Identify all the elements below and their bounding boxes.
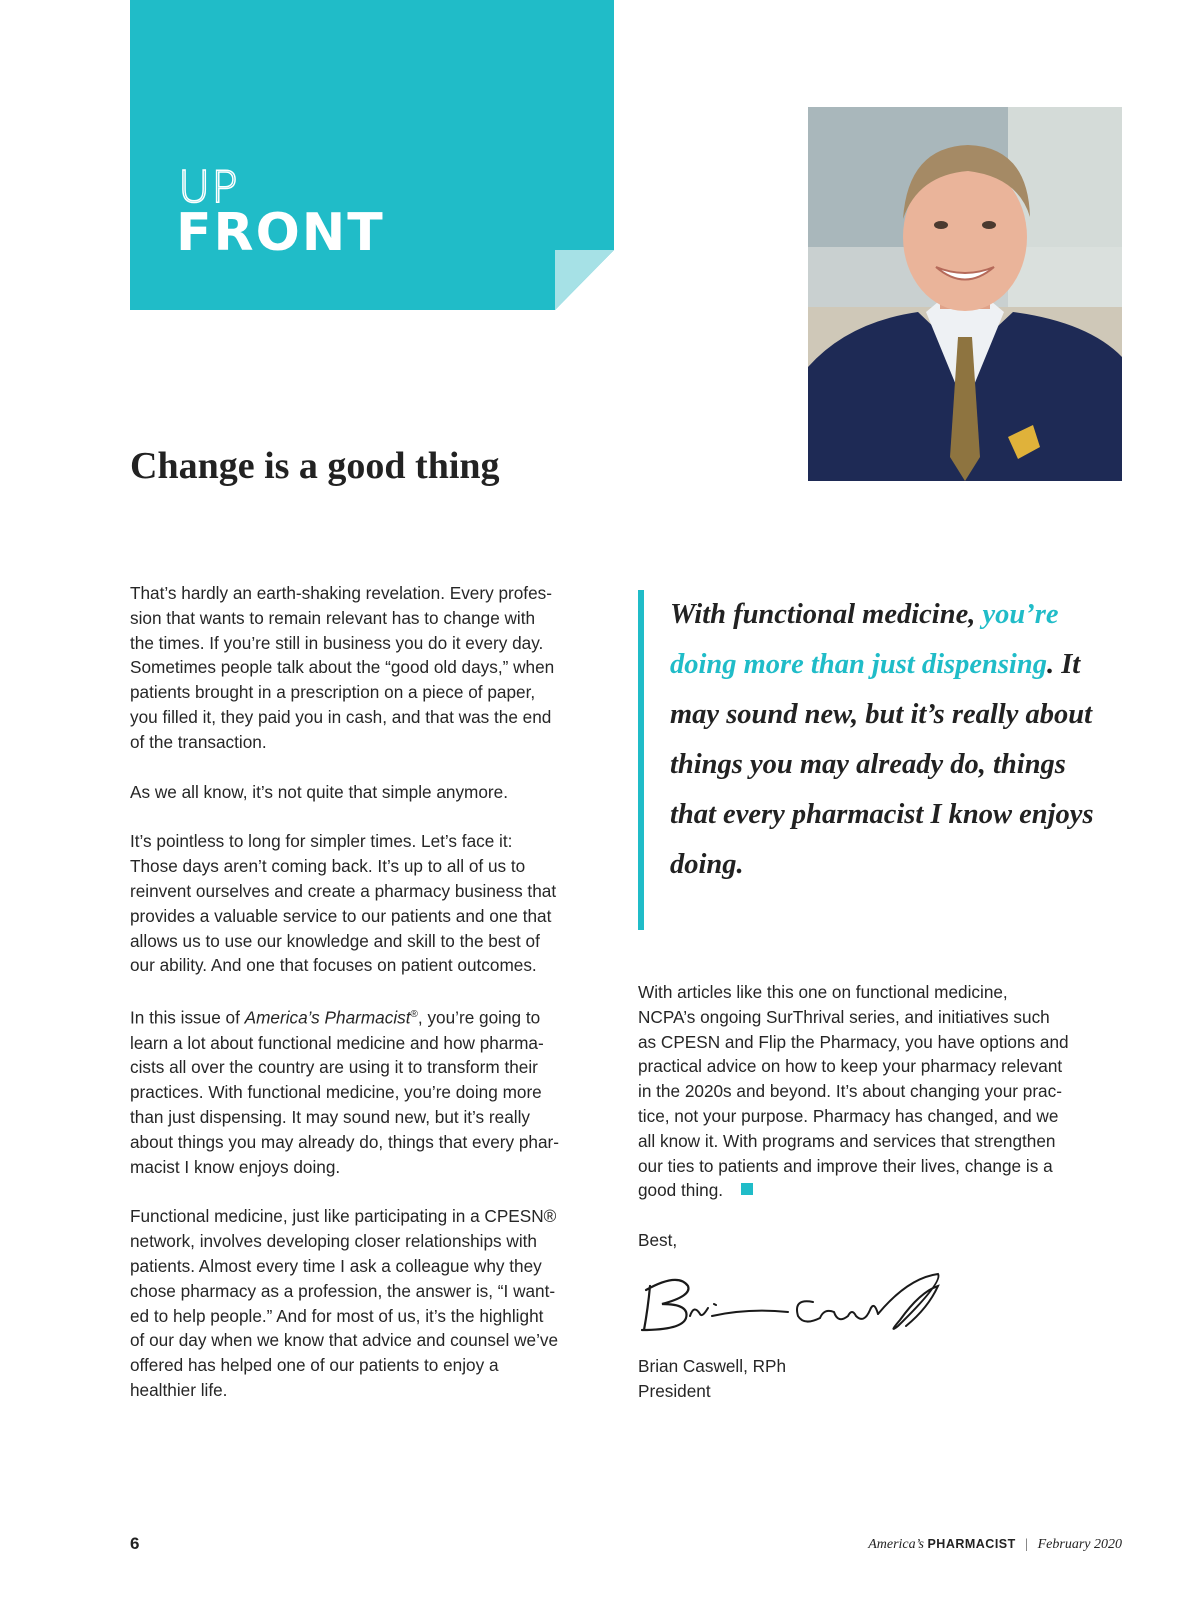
article-right-column xyxy=(638,980,1113,1253)
paragraph-4 xyxy=(130,1003,605,1179)
pull-quote-part-1: With functional medicine, xyxy=(670,599,976,630)
running-footer xyxy=(868,1537,1122,1553)
publication-name: America’s Pharmacist xyxy=(244,1007,411,1028)
banner-label-front: FRONT xyxy=(176,203,385,263)
footer-publication-brand: PHARMACIST xyxy=(927,1537,1016,1551)
registered-mark: ® xyxy=(410,1009,418,1021)
paragraph-3: It’s pointless to long for simpler times. Let’s face it: Those days aren’t coming back. It’s up to all of us to reinvent ourselves and create a pharmacy business that provides a valuable service to our patients and one that allows us to use our knowledge and skill to the best of our ability. And one that focuses on patient outcomes. xyxy=(130,831,557,976)
article-headline: Change is a good thing xyxy=(130,445,500,487)
signoff-block xyxy=(638,1354,786,1404)
paragraph-5: Functional medicine, just like participating in a CPESN® network, involves developing closer relationships with patients. Almost every time I ask a colleague why they chose pharmacy as a profession, the answer is, “I want- ed to help people.” And for most of us, it’s the highlight of our day when we know that advice and counsel we’ve offered has helped one of our patients to enjoy a healthier life. xyxy=(130,1206,559,1401)
pull-quote xyxy=(638,590,1108,930)
paragraph-1: That’s hardly an earth-shaking revelation. Every profes- sion that wants to remain relevant has to change with the times. If you’re still in business you do it every day. Sometimes people talk about the “good old days,” when patients brought in a prescription on a piece of paper, you filled it, they paid you in cash, and that was the end of the transaction. xyxy=(130,583,555,752)
signoff-title: President xyxy=(638,1380,711,1401)
issue-text-after: , you’re going to learn a lot about functional medicine and how pharma- cists all over the country are using it to transform their practices. With functional medicine, you’re doing more than just dispensing. It may sound new, but it’s really about things you may already do, things that every phar- macist I know enjoys doing. xyxy=(130,1007,559,1177)
end-of-article-square-icon xyxy=(741,1183,753,1195)
banner-page-fold xyxy=(555,250,614,310)
handwritten-signature xyxy=(638,1268,948,1340)
banner-label-up: UP xyxy=(178,162,239,213)
author-portrait-photo xyxy=(808,107,1122,481)
pull-quote-part-2: . It may sound new, but it’s really about things you may already do, things that every pharmacist I know enjoys doing. xyxy=(670,649,1094,880)
pull-quote-highlight: you’re doing more than just dispensing xyxy=(670,599,1059,680)
issue-text-before: In this issue of xyxy=(130,1007,245,1028)
portrait-illustration xyxy=(808,107,1122,481)
closing-salutation: Best, xyxy=(638,1230,678,1251)
article-left-column xyxy=(130,581,605,1403)
page-number: 6 xyxy=(130,1534,140,1553)
footer-separator: | xyxy=(1025,1537,1029,1552)
right-paragraph xyxy=(638,980,1113,1203)
paragraph-2: As we all know, it’s not quite that simple anymore. xyxy=(130,781,508,802)
signoff-name: Brian Caswell, RPh xyxy=(638,1356,787,1376)
footer-issue-date: February 2020 xyxy=(1037,1537,1122,1552)
right-paragraph-text: With articles like this one on functional medicine, NCPA’s ongoing SurThrival series, and initiatives such as CPESN and Flip the Pharmacy, you have options and practical advice on how to keep your pharmacy relevant in the 2020s and beyond. It’s about changing your prac- tice, not your purpose. Pharmacy has changed, and we all know it. With programs and services that strengthen our ties to patients and improve their lives, change is a good thing. xyxy=(638,982,1069,1201)
section-banner xyxy=(130,0,614,310)
footer-publication-prefix: America’s xyxy=(868,1537,924,1552)
